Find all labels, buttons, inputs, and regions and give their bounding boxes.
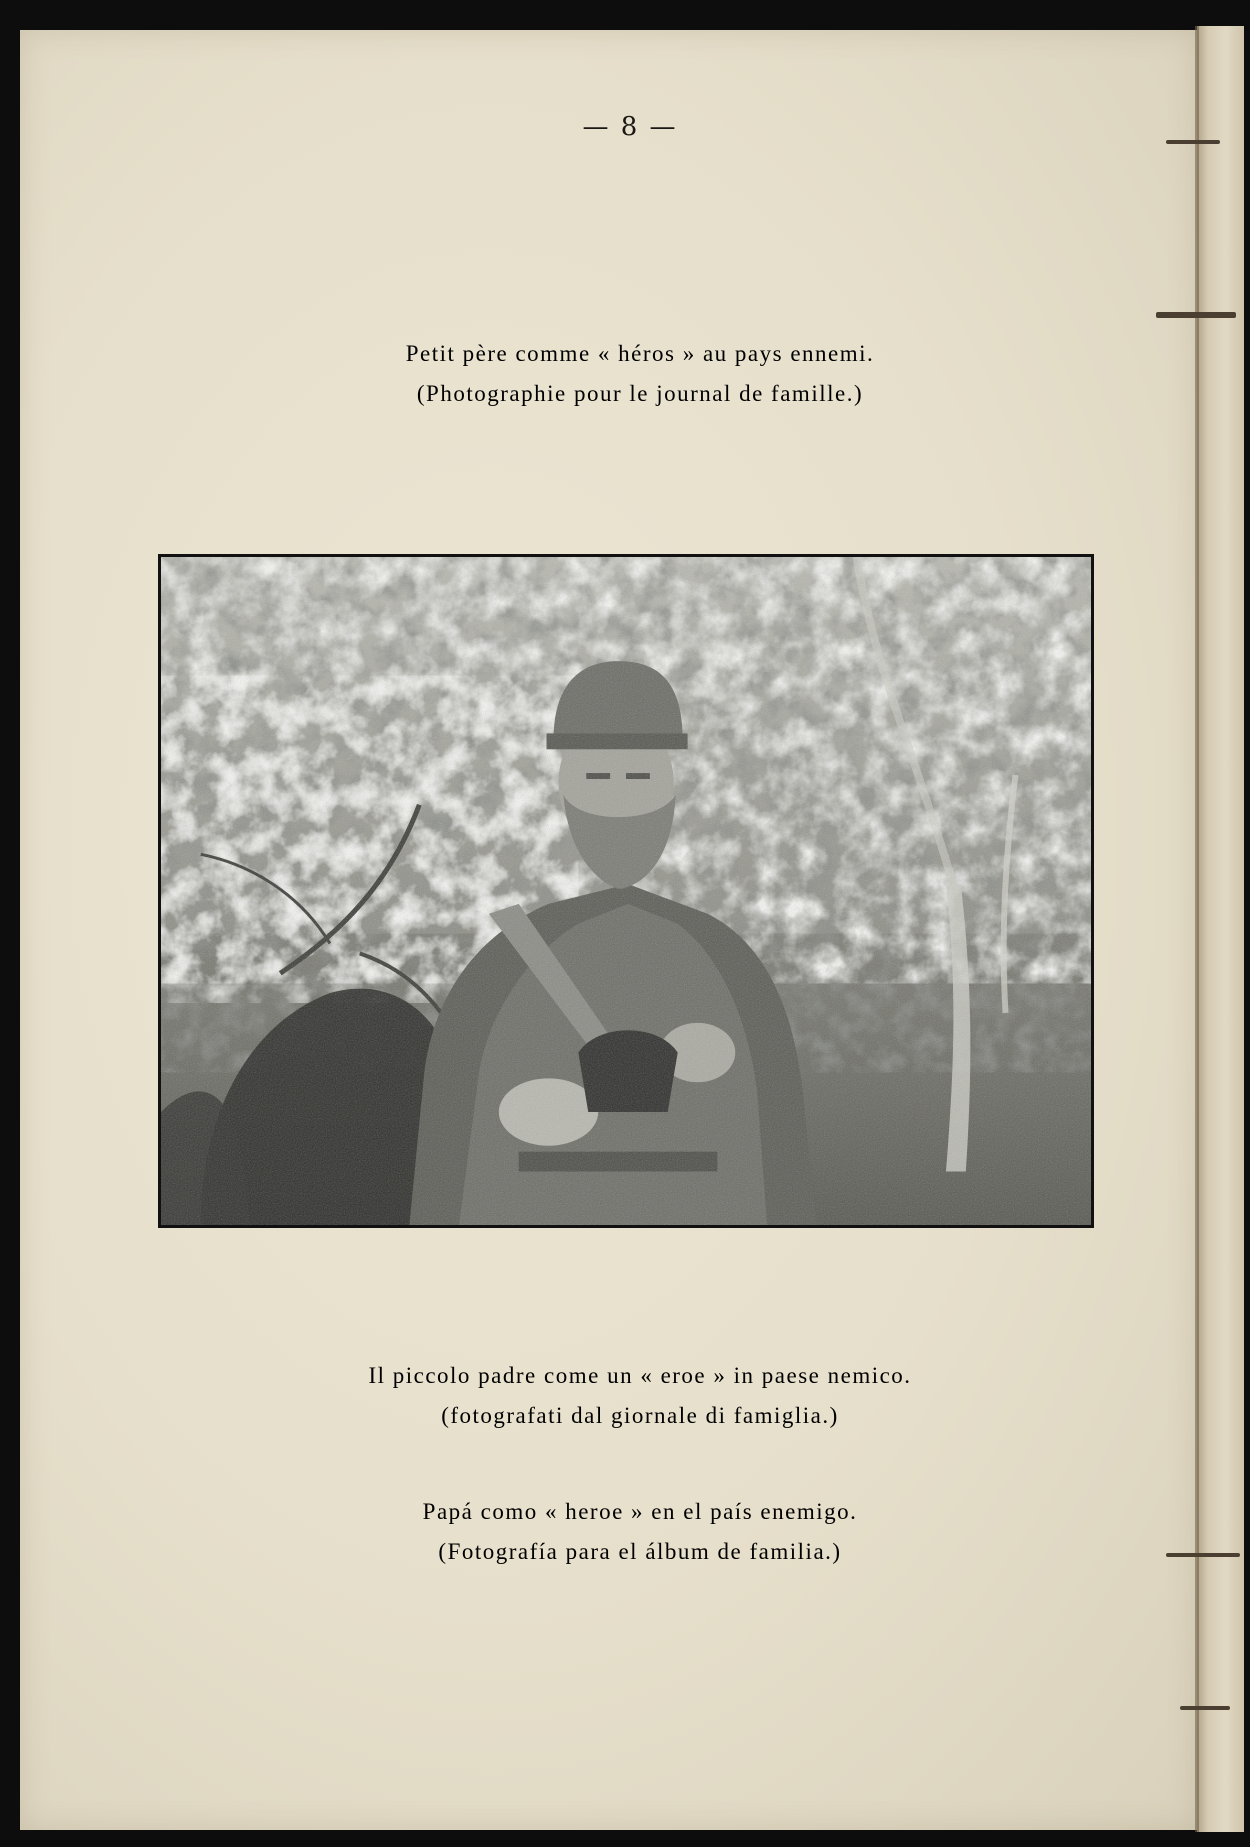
photograph bbox=[158, 554, 1094, 1228]
caption-spanish bbox=[40, 1492, 1240, 1572]
binding-stitch bbox=[1180, 1706, 1230, 1710]
caption-french bbox=[40, 334, 1240, 414]
caption-italian-line-1: Il piccolo padre come un « eroe » in paese nemico. bbox=[368, 1363, 912, 1388]
soldier-photo-illustration bbox=[161, 557, 1091, 1225]
caption-spanish-line-1: Papá como « heroe » en el país enemigo. bbox=[422, 1499, 858, 1524]
caption-french-line-2: (Photographie pour le journal de famille.) bbox=[416, 381, 864, 406]
page-number: — 8 — bbox=[582, 112, 678, 142]
book-page bbox=[20, 30, 1197, 1830]
binding-stitch bbox=[1166, 1553, 1240, 1557]
adjacent-page-edge bbox=[1197, 26, 1244, 1832]
binding-stitch bbox=[1166, 140, 1220, 144]
caption-italian bbox=[40, 1356, 1240, 1436]
binding-stitch bbox=[1156, 312, 1236, 318]
caption-italian-line-2: (fotografati dal giornale di famiglia.) bbox=[441, 1403, 839, 1428]
caption-french-line-1: Petit père comme « héros » au pays ennemi. bbox=[405, 341, 875, 366]
caption-spanish-line-2: (Fotografía para el álbum de familia.) bbox=[438, 1539, 842, 1564]
